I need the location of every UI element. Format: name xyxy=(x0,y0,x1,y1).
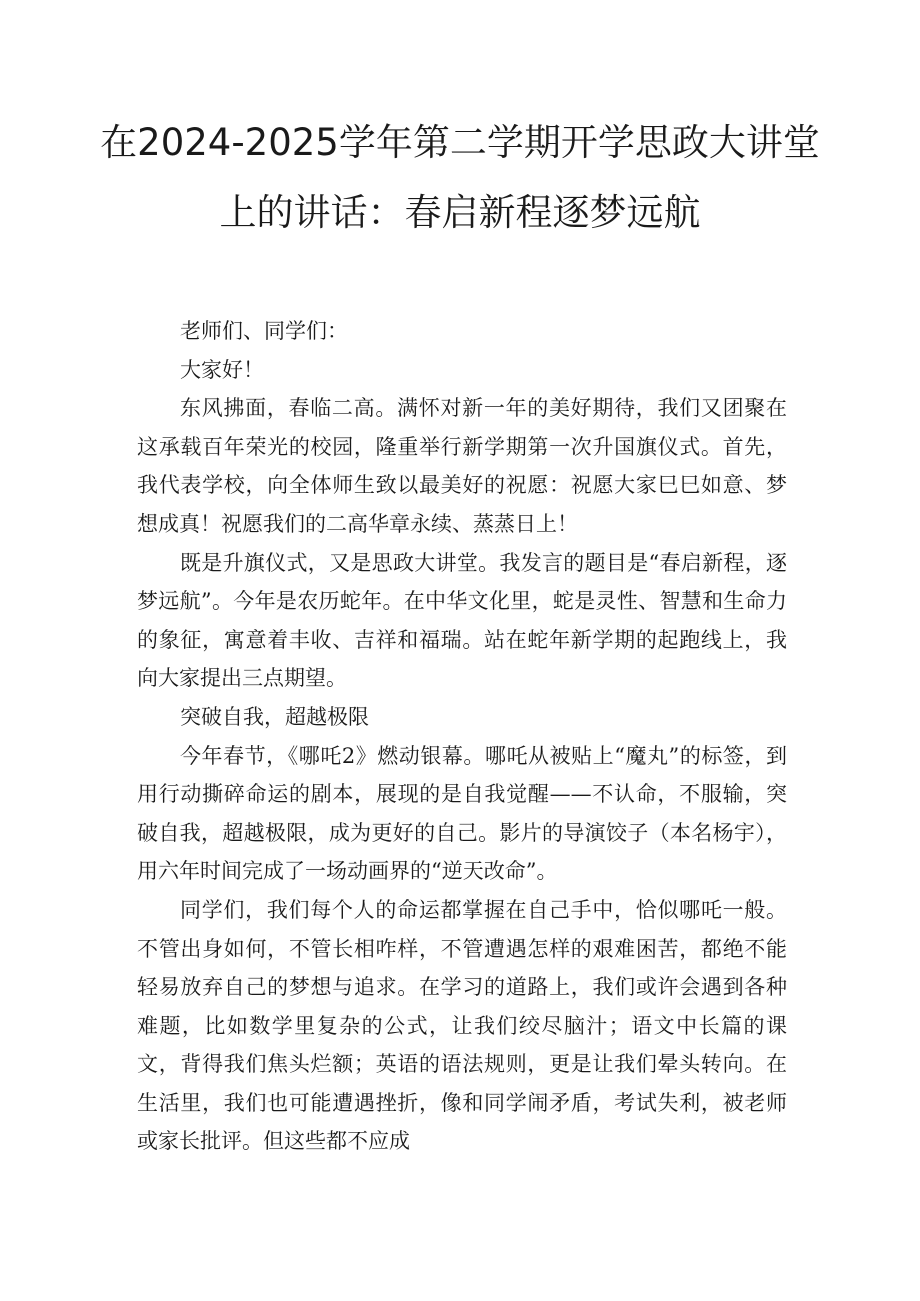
greeting: 大家好！ xyxy=(180,357,264,382)
document-title xyxy=(100,108,820,248)
paragraph: 东风拂面，春临二高。满怀对新一年的美好期待，我们又团聚在这承载百年荣光的校园，隆重举行新学期第一次升国旗仪式。首先，我代表学校，向全体师生致以最美好的祝愿：祝愿大家巳巳如意、梦想成真！祝愿我们的二高华章永续、蒸蒸日上！ xyxy=(137,396,787,536)
section-heading: 突破自我，超越极限 xyxy=(180,704,369,729)
paragraph: 既是升旗仪式，又是思政大讲堂。我发言的题目是“春启新程，逐梦远航”。今年是农历蛇年。在中华文化里，蛇是灵性、智慧和生命力的象征，寓意着丰收、吉祥和福瑞。站在蛇年新学期的起跑线上，我向大家提出三点期望。 xyxy=(137,550,787,691)
document-body xyxy=(137,312,787,1161)
title-line-1: 在2024-2025学年第二学期开学思政大讲堂 xyxy=(100,121,820,164)
salutation: 老师们、同学们： xyxy=(180,319,348,343)
title-line-2: 上的讲话：春启新程逐梦远航 xyxy=(219,191,701,234)
paragraph: 同学们，我们每个人的命运都掌握在自己手中，恰似哪吒一般。不管出身如何，不管长相咋样，不管遭遇怎样的艰难困苦，都绝不能轻易放弃自己的梦想与追求。在学习的道路上，我们或许会遇到各种难题，比如数学里复杂的公式，让我们绞尽脑汁；语文中长篇的课文，背得我们焦头烂额；英语的语法规则，更是让我们晕头转向。在生活里，我们也可能遭遇挫折，像和同学闹矛盾，考试失利，被老师或家长批评。但这些都不应成 xyxy=(137,897,787,1154)
paragraph: 今年春节，《哪吒2》燃动银幕。哪吒从被贴上“魔丸”的标签，到用行动撕碎命运的剧本，展现的是自我觉醒——不认命，不服输，突破自我，超越极限，成为更好的自己。影片的导演饺子（本名杨宇），用六年时间完成了一场动画界的“逆天改命”。 xyxy=(137,743,787,884)
